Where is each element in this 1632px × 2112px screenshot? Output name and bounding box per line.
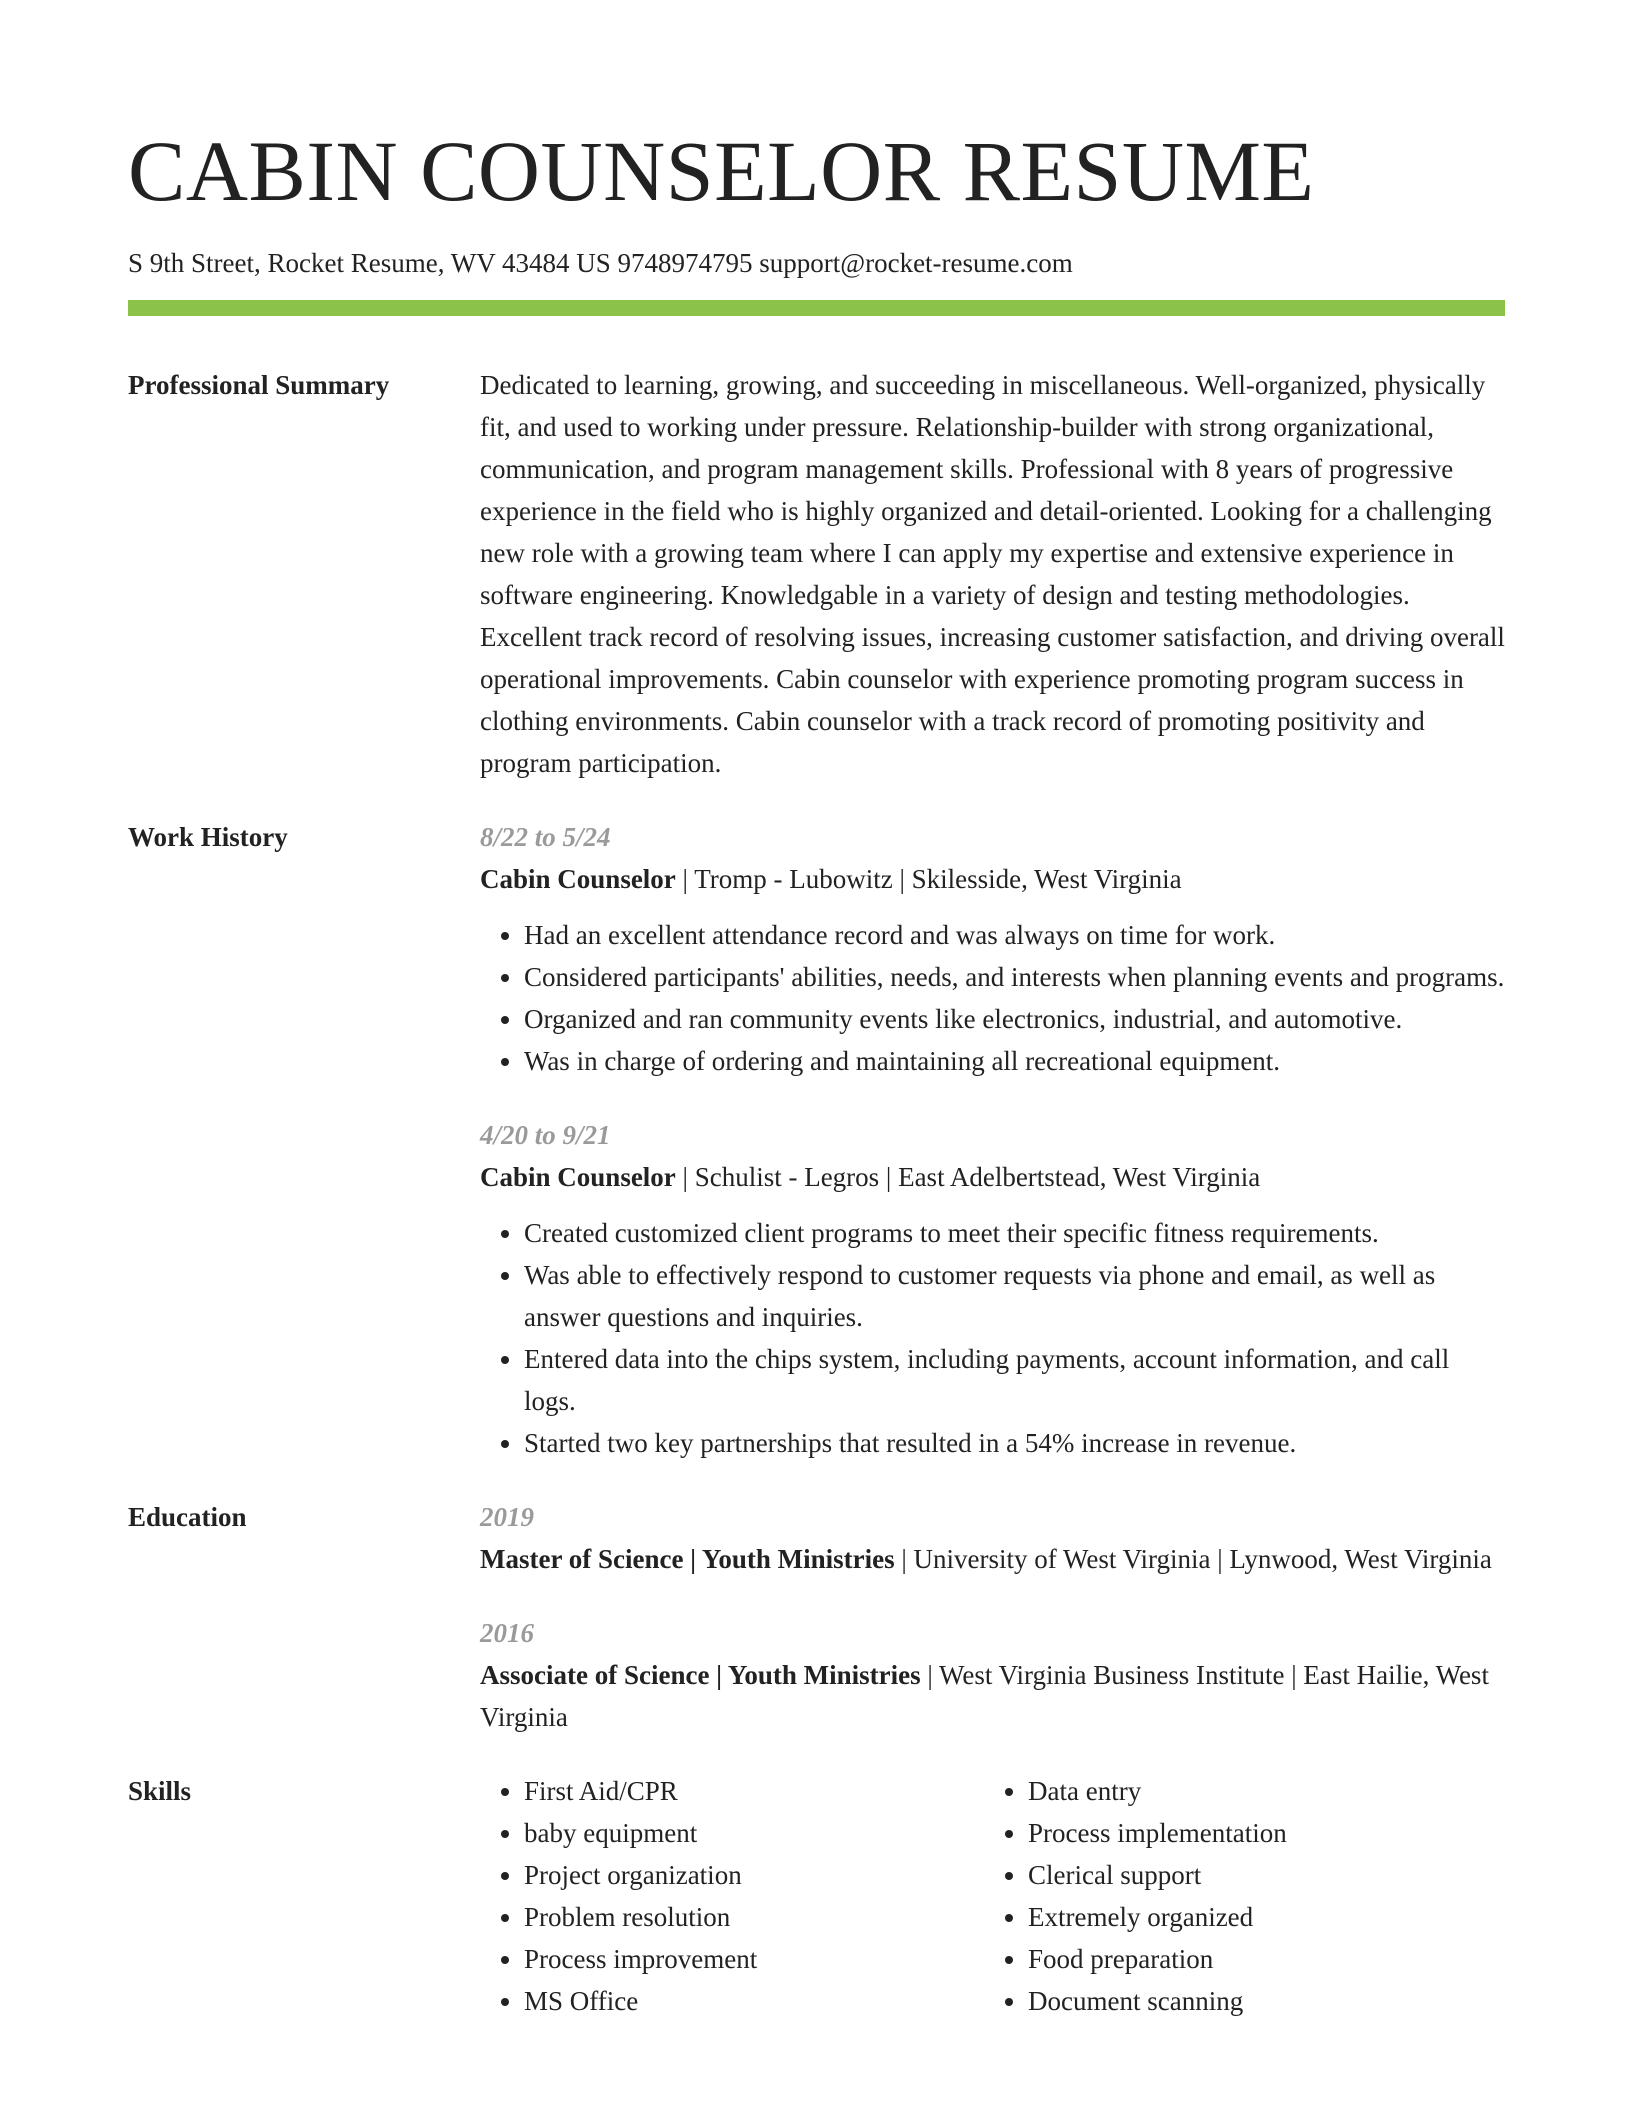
summary-label: Professional Summary	[128, 370, 390, 400]
resume-title: CABIN COUNSELOR RESUME	[128, 123, 1315, 219]
skill-item: • Data entry	[1028, 1770, 1488, 1812]
education-details: | University of West Virginia | Lynwood, West Virginia	[894, 1544, 1492, 1574]
skill-item: • Problem resolution	[524, 1896, 984, 1938]
education-entry	[480, 1612, 1505, 1738]
job-bullet: • Created customized client programs to meet their specific fitness requirements.	[524, 1212, 1505, 1254]
skill-item: • Document scanning	[1028, 1980, 1488, 2022]
job-details: | Tromp - Lubowitz | Skilesside, West Virginia	[675, 864, 1182, 894]
skills-body	[480, 1770, 1505, 2022]
job-details: | Schulist - Legros | East Adelbertstead, West Virginia	[675, 1162, 1261, 1192]
education-degree: Master of Science | Youth Ministries	[480, 1544, 895, 1574]
job-bullets	[480, 1212, 1505, 1464]
job-dates: 8/22 to 5/24	[480, 822, 611, 852]
skills-column-right	[984, 1770, 1488, 2022]
skill-item: • MS Office	[524, 1980, 984, 2022]
summary-section	[128, 364, 1505, 784]
skill-item: • Extremely organized	[1028, 1896, 1488, 1938]
accent-divider	[128, 300, 1505, 316]
skill-item: • Process implementation	[1028, 1812, 1488, 1854]
summary-body	[480, 364, 1505, 784]
education-details: | West Virginia Business Institute | East Hailie, West Virginia	[480, 1660, 1489, 1732]
skill-item: • Project organization	[524, 1854, 984, 1896]
job-bullet: • Considered participants' abilities, needs, and interests when planning events and programs.	[524, 956, 1505, 998]
work-history-body	[480, 816, 1505, 1464]
skills-label: Skills	[128, 1776, 192, 1806]
job-bullet: • Was able to effectively respond to customer requests via phone and email, as well as answer questions and inquiries.	[524, 1254, 1505, 1338]
skill-item: • Process improvement	[524, 1938, 984, 1980]
skill-item: • Clerical support	[1028, 1854, 1488, 1896]
job-bullet: • Was in charge of ordering and maintaining all recreational equipment.	[524, 1040, 1505, 1082]
education-heading	[480, 1654, 1505, 1738]
education-heading	[480, 1538, 1505, 1580]
job-title: Cabin Counselor	[480, 1162, 676, 1192]
job-bullet: • Had an excellent attendance record and was always on time for work.	[524, 914, 1505, 956]
work-history-section	[128, 816, 1505, 1464]
skill-item: • First Aid/CPR	[524, 1770, 984, 1812]
education-year: 2019	[480, 1502, 534, 1532]
job-heading	[480, 1156, 1505, 1198]
education-year: 2016	[480, 1618, 534, 1648]
job-title: Cabin Counselor	[480, 864, 676, 894]
skills-column-left	[480, 1770, 984, 2022]
skill-item: • Food preparation	[1028, 1938, 1488, 1980]
skills-grid	[480, 1770, 1505, 2022]
education-label: Education	[128, 1502, 247, 1532]
resume-page	[128, 0, 1505, 2022]
education-section	[128, 1496, 1505, 1738]
job-bullet: • Started two key partnerships that resulted in a 54% increase in revenue.	[524, 1422, 1505, 1464]
education-degree: Associate of Science | Youth Ministries	[480, 1660, 921, 1690]
job-heading	[480, 858, 1505, 900]
summary-text: Dedicated to learning, growing, and succeeding in miscellaneous. Well-organized, physically fit, and used to working under pressure. Relationship-builder with strong organizational, communication, and program management skills. Professional with 8 years of progressive experience in the field who is highly organized and detail-oriented. Looking for a challenging new role with a growing team where I can apply my expertise and extensive experience in software engineering. Knowledgable in a variety of design and testing methodologies. Excellent track record of resolving issues, increasing customer satisfaction, and driving overall operational improvements. Cabin counselor with experience promoting program success in clothing environments. Cabin counselor with a track record of promoting positivity and program participation.	[480, 370, 1505, 778]
job-bullet: • Entered data into the chips system, including payments, account information, and call logs.	[524, 1338, 1505, 1422]
work-history-label: Work History	[128, 822, 288, 852]
contact-line: S 9th Street, Rocket Resume, WV 43484 US 9748974795 support@rocket-resume.com	[128, 248, 1073, 278]
job-bullets	[480, 914, 1505, 1082]
education-body	[480, 1496, 1505, 1738]
education-entry	[480, 1496, 1505, 1580]
job-entry	[480, 1114, 1505, 1464]
job-dates: 4/20 to 9/21	[480, 1120, 611, 1150]
skill-item: • baby equipment	[524, 1812, 984, 1854]
skills-section	[128, 1770, 1505, 2022]
job-bullet: • Organized and ran community events like electronics, industrial, and automotive.	[524, 998, 1505, 1040]
job-entry	[480, 816, 1505, 1082]
